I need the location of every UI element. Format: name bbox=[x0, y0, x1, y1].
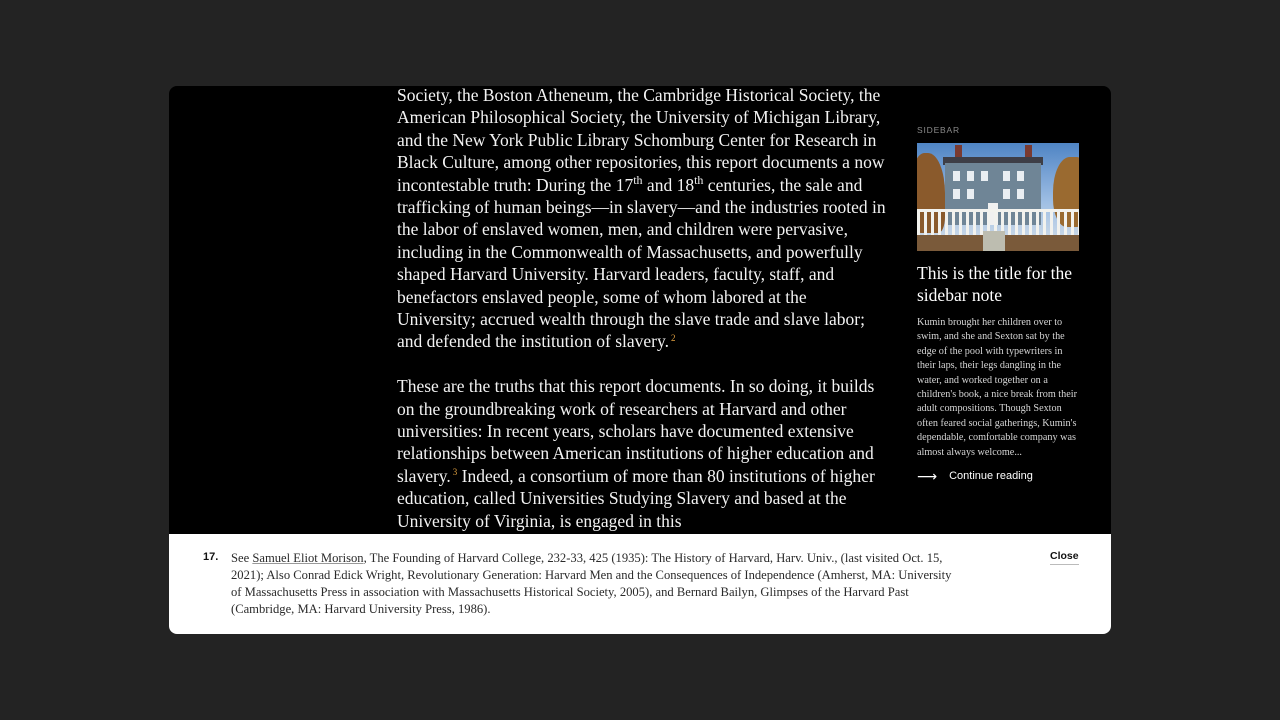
paragraph-text: These are the truths that this report documents. In so doing, it builds on the groundbreaking work of researchers at Harvard and other universities: In recent years, scholars have documented extensive relationships between American institutions of higher education and slavery. bbox=[397, 376, 875, 486]
article-paragraph-2 bbox=[397, 375, 887, 532]
footnote-number: 17. bbox=[203, 551, 219, 563]
sidebar-label: SIDEBAR bbox=[917, 125, 960, 135]
sidebar-note bbox=[917, 125, 1079, 485]
arrow-right-icon: ⟶ bbox=[917, 468, 938, 485]
article-body bbox=[397, 86, 887, 555]
ordinal-superscript: th bbox=[694, 172, 704, 187]
continue-reading-link[interactable] bbox=[917, 468, 1079, 485]
ordinal-superscript: th bbox=[633, 172, 643, 187]
article-paragraph-1 bbox=[397, 86, 887, 353]
sidebar-image bbox=[917, 143, 1079, 251]
footnote-see: See bbox=[231, 551, 253, 565]
paragraph-text: Indeed, a consortium of more than 80 institutions of higher education, called Universities Studying Slavery and based at the University of Virginia, is engaged in this bbox=[397, 465, 875, 531]
close-button[interactable]: Close bbox=[1050, 550, 1079, 565]
paragraph-text: and 18 bbox=[642, 174, 695, 195]
footnote-ref-2[interactable]: 2 bbox=[671, 332, 676, 343]
footnote-drawer bbox=[169, 534, 1111, 634]
sidebar-body: Kumin brought her children over to swim, and she and Sexton sat by the edge of the pool with typewriters in their laps, their legs dangling in the water, and worked together on a children's book, a nice break from their adult compositions. Though Sexton often feared social gatherings, Kumin's dependable, comfortable company was almost always welcome... bbox=[917, 317, 1077, 458]
footnote-text bbox=[231, 550, 961, 618]
footnote-author-link[interactable]: Samuel Eliot Morison bbox=[252, 551, 364, 565]
sidebar-title: This is the title for the sidebar note bbox=[917, 263, 1073, 305]
continue-reading-label: Continue reading bbox=[949, 470, 1033, 483]
paragraph-text: centuries, the sale and trafficking of human beings—in slavery—and the industries rooted in the labor of enslaved women, men, and children were pervasive, including in the Commonwealth of Massachusetts, and powerfully shaped Harvard University. Harvard leaders, faculty, staff, and benefactors enslaved people, some of whom labored at the University; accrued wealth through the slave trade and slave labor; and defended the institution of slavery. bbox=[397, 174, 886, 352]
paragraph-text: Society, the Boston Atheneum, the Cambridge Historical Society, the American Philosophical Society, the University of Michigan Library, and the New York Public Library Schomburg Center for Research in Black Culture, among other repositories, this report documents a now incontestable truth: During the 17 bbox=[397, 86, 885, 195]
footnote-citation: , The Founding of Harvard College, 232-33, 425 (1935): The History of Harvard, Harv. Univ., (last visited Oct. 15, 2021); Also Conrad Edick Wright, Revolutionary Generation: Harvard Men and the Consequences of Independence (Amherst, MA: University of Massachusetts Press in association with Massachusetts Historical Society, 2005), and Bernard Bailyn, Glimpses of the Harvard Past (Cambridge, MA: Harvard University Press, 1986). bbox=[231, 551, 952, 616]
footnote-ref-3[interactable]: 3 bbox=[452, 467, 458, 478]
